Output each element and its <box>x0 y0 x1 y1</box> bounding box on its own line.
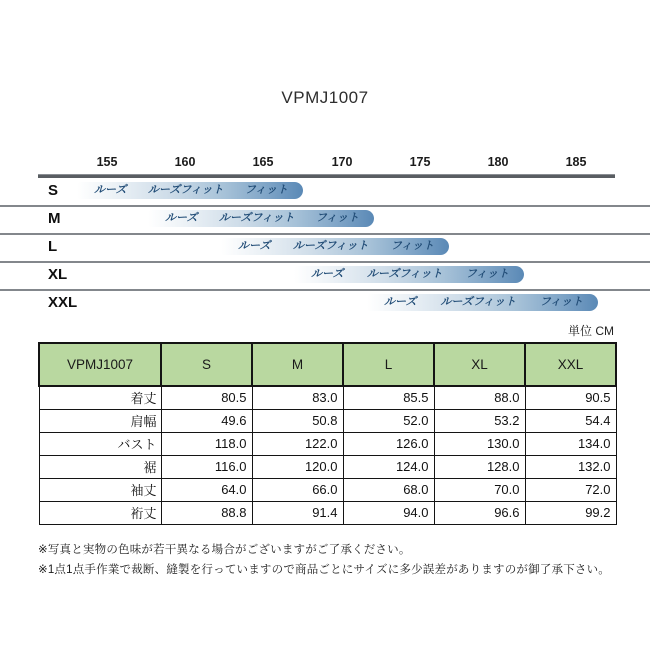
size-label: XL <box>48 266 68 283</box>
cell: 83.0 <box>252 386 343 409</box>
fit-bar-label-fit: フィット <box>539 296 583 308</box>
fit-bar <box>77 182 303 199</box>
row-label: 着丈 <box>39 386 161 409</box>
fit-bar-label-loose: ルーズ <box>165 212 198 224</box>
cell: 53.2 <box>434 409 525 432</box>
table-header-cell: XXL <box>525 343 616 386</box>
fit-bar-label-loosefit: ルーズフィット <box>366 268 443 280</box>
row-label: 裾 <box>39 455 161 478</box>
row-label: 肩幅 <box>39 409 161 432</box>
cell: 70.0 <box>434 478 525 501</box>
size-label: XXL <box>48 294 78 311</box>
table-header-cell: L <box>343 343 434 386</box>
table-header-row <box>39 343 616 386</box>
cell: 72.0 <box>525 478 616 501</box>
cell: 96.6 <box>434 501 525 524</box>
fit-row-xxl <box>0 289 650 317</box>
fit-bar <box>221 238 449 255</box>
row-label: 裄丈 <box>39 501 161 524</box>
table-header-cell: S <box>161 343 252 386</box>
cell: 80.5 <box>161 386 252 409</box>
height-tick: 170 <box>331 155 353 169</box>
cell: 90.5 <box>525 386 616 409</box>
fit-row-xl <box>0 261 650 291</box>
fit-row-m <box>0 205 650 235</box>
cell: 94.0 <box>343 501 434 524</box>
table-row <box>39 386 616 409</box>
cell: 124.0 <box>343 455 434 478</box>
fit-bar-label-fit: フィット <box>315 212 359 224</box>
cell: 99.2 <box>525 501 616 524</box>
height-tick: 185 <box>565 155 587 169</box>
cell: 116.0 <box>161 455 252 478</box>
fit-row-l <box>0 233 650 263</box>
footnote-handmade: ※1点1点手作業で裁断、縫製を行っていますので商品ごとにサイズに多少誤差がありますのが御了承下さい。 <box>38 564 611 576</box>
fit-chart <box>0 150 650 320</box>
table-row <box>39 478 616 501</box>
table-header-cell: M <box>252 343 343 386</box>
size-table <box>38 342 617 525</box>
fit-bar-label-loosefit: ルーズフィット <box>218 212 295 224</box>
cell: 120.0 <box>252 455 343 478</box>
cell: 126.0 <box>343 432 434 455</box>
fit-row-s <box>0 177 650 207</box>
fit-bar-label-loose: ルーズ <box>238 240 271 252</box>
size-label: M <box>48 210 61 227</box>
cell: 91.4 <box>252 501 343 524</box>
cell: 66.0 <box>252 478 343 501</box>
table-header-cell: XL <box>434 343 525 386</box>
footnote-color: ※写真と実物の色味が若干異なる場合がございますがご了承ください。 <box>38 544 411 556</box>
unit-label: 単位 CM <box>568 324 614 338</box>
fit-bar <box>367 294 598 311</box>
table-header-cell: VPMJ1007 <box>39 343 161 386</box>
fit-bar-label-loosefit: ルーズフィット <box>292 240 369 252</box>
height-tick: 160 <box>174 155 196 169</box>
size-label: L <box>48 238 58 255</box>
page-title: VPMJ1007 <box>281 88 369 107</box>
fit-bar-label-loosefit: ルーズフィット <box>440 296 516 308</box>
cell: 49.6 <box>161 409 252 432</box>
cell: 130.0 <box>434 432 525 455</box>
size-label: S <box>48 182 59 199</box>
height-tick: 175 <box>409 155 431 169</box>
cell: 50.8 <box>252 409 343 432</box>
fit-bar-label-fit: フィット <box>390 240 434 252</box>
cell: 134.0 <box>525 432 616 455</box>
cell: 54.4 <box>525 409 616 432</box>
cell: 52.0 <box>343 409 434 432</box>
table-row <box>39 501 616 524</box>
cell: 68.0 <box>343 478 434 501</box>
fit-bar <box>148 210 374 227</box>
fit-bar-label-fit: フィット <box>244 184 288 196</box>
fit-bar <box>294 266 524 283</box>
row-label: バスト <box>39 432 161 455</box>
table-row <box>39 432 616 455</box>
cell: 88.0 <box>434 386 525 409</box>
fit-bar-label-fit: フィット <box>465 268 509 280</box>
table-row <box>39 455 616 478</box>
height-tick: 180 <box>487 155 509 169</box>
height-tick: 165 <box>252 155 274 169</box>
cell: 88.8 <box>161 501 252 524</box>
height-tick: 155 <box>96 155 118 169</box>
row-label: 袖丈 <box>39 478 161 501</box>
cell: 132.0 <box>525 455 616 478</box>
table-row <box>39 409 616 432</box>
cell: 118.0 <box>161 432 252 455</box>
fit-bar-label-loose: ルーズ <box>311 268 344 280</box>
fit-bar-label-loose: ルーズ <box>384 296 417 308</box>
cell: 122.0 <box>252 432 343 455</box>
cell: 64.0 <box>161 478 252 501</box>
fit-bar-label-loosefit: ルーズフィット <box>147 184 224 196</box>
cell: 85.5 <box>343 386 434 409</box>
cell: 128.0 <box>434 455 525 478</box>
fit-bar-label-loose: ルーズ <box>94 184 127 196</box>
